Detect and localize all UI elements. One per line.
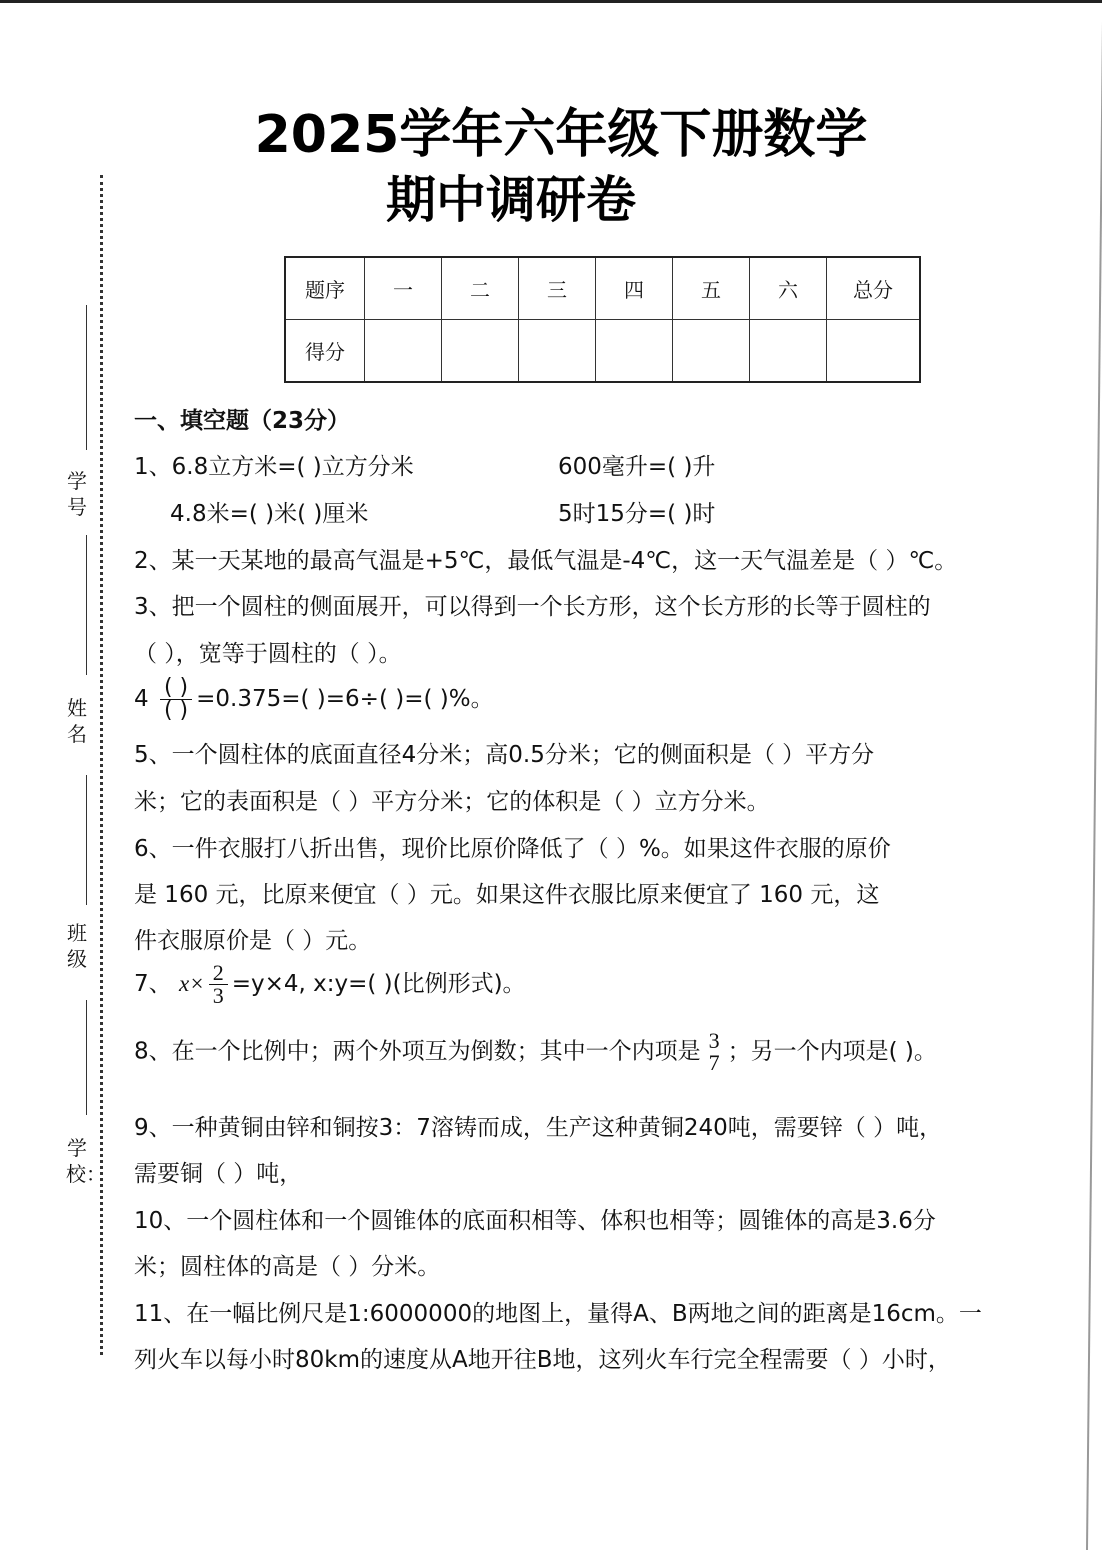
q8-frac-num: 3 [708,1028,720,1053]
question-3a: 3、把一个圆柱的侧面展开，可以得到一个长方形，这个长方形的长等于圆柱的 [134,594,931,620]
score-table-header-row [285,257,920,320]
question-9b: 需要铜（ ）吨， [134,1161,303,1187]
q7-x: x× [178,971,205,996]
class-line [86,775,87,905]
q8-text-b: ；另一个内项是( )。 [727,1038,937,1065]
score-cell[interactable] [827,320,921,383]
class-label: 班级 [67,921,87,971]
header-cell: 一 [365,257,442,320]
name-label: 姓名 [67,696,87,746]
right-edge-line [1086,20,1102,1550]
q8-fraction [705,1030,724,1074]
header-cell: 题序 [285,257,365,320]
student-no-line [86,305,87,450]
question-9a: 9、一种黄铜由锌和铜按3：7溶铸而成，生产这种黄铜240吨，需要锌（ ）吨， [134,1115,943,1141]
q7-prefix: 7、 [134,971,172,997]
question-5a: 5、一个圆柱体的底面直径4分米；高0.5分米；它的侧面积是（ ）平方分 [134,742,875,768]
q7-fraction [209,962,228,1007]
question-1d: 5时15分=( )时 [558,501,716,527]
question-11b: 列火车以每小时80km的速度从A地开往B地，这列火车行完全程需要（ ）小时， [134,1347,951,1373]
question-3b: （ ），宽等于圆柱的（ ）。 [134,641,402,667]
question-6c: 件衣服原价是（ ）元。 [134,928,372,954]
name-line [86,535,87,675]
q8-text-a: 8、在一个比例中；两个外项互为倒数；其中一个内项是 [134,1038,701,1065]
score-cell[interactable] [519,320,596,383]
header-cell: 二 [442,257,519,320]
row-label-cell: 得分 [285,320,365,383]
exam-subtitle: 期中调研卷 [386,171,636,229]
score-cell[interactable] [750,320,827,383]
school-line [86,1000,87,1115]
student-no-label: 学号 [67,469,87,519]
q4-fraction [160,677,192,722]
section-heading: 一、填空题（23分） [134,408,351,434]
header-cell: 总分 [827,257,921,320]
question-7 [134,962,526,1007]
q8-frac-den: 7 [708,1050,720,1075]
question-1a: 1、6.8立方米=( )立方分米 [134,454,414,480]
question-6b: 是 160 元，比原来便宜（ ）元。如果这件衣服比原来便宜了 160 元，这 [134,882,880,908]
q7-rest: =y×4, x:y=( )(比例形式)。 [231,971,526,997]
score-cell[interactable] [596,320,673,383]
q4-rest: =0.375=( )=6÷( )=( )%。 [196,686,494,712]
exam-title: 2025学年六年级下册数学 [254,105,868,165]
q4-frac-num: ( ) [160,677,192,700]
q7-frac-num: 2 [209,962,228,985]
header-cell: 五 [673,257,750,320]
q4-frac-den: ( ) [163,698,189,723]
question-10a: 10、一个圆柱体和一个圆锥体的底面积相等、体积也相等；圆锥体的高是3.6分 [134,1208,936,1234]
score-cell[interactable] [365,320,442,383]
score-table-score-row [285,320,920,383]
header-cell: 六 [750,257,827,320]
question-4 [134,677,494,722]
header-cell: 三 [519,257,596,320]
question-10b: 米；圆柱体的高是（ ）分米。 [134,1254,441,1280]
question-5b: 米；它的表面积是（ ）平方分米；它的体积是（ ）立方分米。 [134,789,770,815]
score-cell[interactable] [673,320,750,383]
question-6a: 6、一件衣服打八折出售，现价比原价降低了（ ）%。如果这件衣服的原价 [134,836,891,862]
question-1b: 600毫升=( )升 [558,454,716,480]
q7-frac-den: 3 [212,983,224,1008]
school-label: 学校： [66,1136,106,1186]
question-11a: 11、在一幅比例尺是1:6000000的地图上，量得A、B两地之间的距离是16cm。一 [134,1301,982,1327]
question-1c: 4.8米=( )米( )厘米 [170,501,369,527]
score-table [284,256,921,383]
question-2: 2、某一天某地的最高气温是+5℃，最低气温是-4℃，这一天气温差是（ ）℃。 [134,548,958,574]
q4-prefix: 4 [134,686,149,712]
score-cell[interactable] [442,320,519,383]
question-8 [134,1030,937,1074]
top-border [0,0,1102,3]
header-cell: 四 [596,257,673,320]
